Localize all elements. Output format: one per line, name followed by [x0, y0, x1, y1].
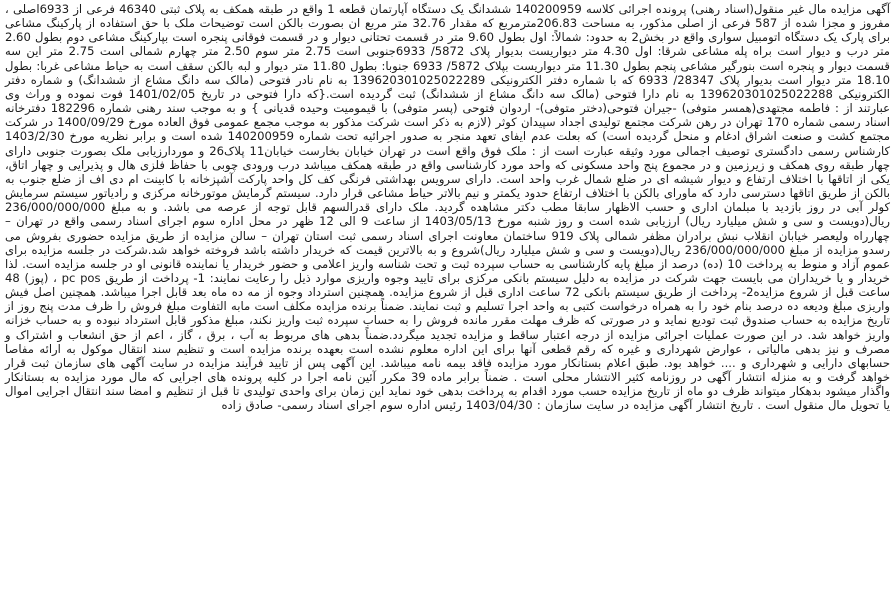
auction-notice-text: آگهی مزایده مال غیر منقول(اسناد رهنی) پرونده اجرائی کلاسه 140200959 ششدانگ یک دستگاه آپارتمان قطعه 1 واقع در طبقه همکف به پلاک ثبتی 46340 فرعی از 6933اصلی ، مفروز و مجزا شده از 587 فرعی از اصلی مذکور، به مساحت 206.83مترمربع که مقدار 32.76 متر مربع ان بصورت بالکن است توضیحات ملک با حق استفاده از پارکینگ مشاعی برای پارک یک دستگاه اتومبیل سواری واقع در بخش2 به حدود: شمالاً: اول بطول 9.60 متر در قسمت تحتانی دیوار و در قسمت فوقانی پنجره است بپارکینگ مشاعی دوم بطول 2.60 متر درب و دیوار است براه پله مشاعی شرقا: اول 4.30 متر دیواریست بدیوار پلاک 5872/ 6933جنوبی است 2.75 متر سوم 2.50 متر چهارم شمالی است 2.75 متر این سه قسمت دیوار و پنجره است بنورگیر مشاعی پنجم بطول 11.30 متر دیواریست بپلاک 5872/ 6933 جنوبا: بطول 11.80 متر دیوار و لبه بالکن سقف است به حیاط مشاعی غربا: بطول 18.10 متر دیوار است بدیوار پلاک 28347/ 6933 که با شماره دفتر الکترونیکی 139620301025022289 به نام نادر فتوحی (مالک سه دانگ مشاع از ششدانگ) و شماره دفتر الکترونیکی 139620301025022288 به نام دارا فتوحی (مالک سه دانگ مشاع از ششدانگ) ثبت گردیده است.{که دارا فتوحی در تاریخ 1401/02/05 فوت نموده و وراث وی عبارتند از : فاطمه مجتهدی(همسر متوفی) -جیران فتوحی(دختر متوفی)- اردوان فتوحی (پسر متوفی) با قیمومیت وحیده قدیانی } و به موجب سند رهنی شماره 182296 دفترخانه اسناد رسمی شماره 170 تهران در رهن شرکت مجتمع تولیدی اجداد سپیدان کوثر (لازم به ذکر است شرکت مذکور به موجب مجمع عمومی فوق العاده مورخ 1400/09/29 در شرکت مجتمع کشت و صنعت اشراق ادغام و منحل گردیده است) که بعلت عدم ایفای تعهد منجر به صدور اجرائیه تحت شماره 140200959 شده است و برابر نظریه مورخ 1403/2/30 کارشناس رسمی دادگستری توصیف اجمالی مورد وثیقه عبارت است از : ملک فوق واقع است در تهران خیابان بخارست خیابان11 پلاک26 و موردارزیابی ملک بصورت جنوبی دارای چهار طبقه روی همکف و زیرزمین و در مجموع پنج واحد مسکونی که واحد مورد کارشناسی واقع در طبقه همکف میباشد درب ورودی چوبی با حفاظ فلزی هال و پذیرایی و چهار اتاق، یکی از اتاقها با اختلاف ارتفاع و دیوار شیشه ای در ضلع شمال غرب واحد است. دارای سرویس بهداشتی فرنگی کف کل واحد پارکت آشپزخانه با کابینت ام دی اف از ضلع جنوب به بالکن از طریق اتاقها دسترسی دارد که ماورای بالکن با اختلاف ارتفاع حدود یکمتر و نیم بالاتر حیاط مشاعی قرار دارد. سیستم گرمایش موتورخانه مرکزی و رادیاتور سیستم سرمایش کولر آبی در روز بازدید با مبلمان اداری و حسب الاظهار سابقا مطب دکتر مشاهده گردید. ملک دارای قدرالسهم قابل توجه از عرصه می باشد. و به مبلغ 236/000/000/000 ریال(دویست و سی و شش میلیارد ریال) ارزیابی شده است و روز شنبه مورخ 1403/05/13 از ساعت 9 الی 12 ظهر در محل اداره سوم اجرای اسناد رسمی واقع در تهران – چهارراه ولیعصر خیابان انقلاب نبش برادران مظفر شمالی پلاک 919 ساختمان معاونت اجرای اسناد رسمی ثبت استان تهران – سالن مزایده از طریق مزایده حضوری بفروش می رسدو مزایده از مبلغ 236/000/000/000 ریال(دویست و سی و شش میلیارد ریال)شروع و به بالاترین قیمت که خریدار داشته باشد فروخته خواهد شد.شرکت در جلسه مزایده برای عموم آزاد و منوط به پرداخت 10 (ده) درصد از مبلغ پایه کارشناسی به حساب سپرده ثبت و تحت شناسه واریز اعلامی و حضور خریدار یا نماینده قانونی او در جلسه مزایده است. لذا خریدار و یا خریداران می بایست جهت شرکت در مزایده به دلیل سیستم بانکی مرکزی برای تایید وجوه واریزی موارد ذیل را رعایت نمایند: 1- پرداخت از طریق pc pos ، (پوز) 48 ساعت قبل از شروع مزایده2- پرداخت از طریق سیستم بانکی 72 ساعت اداری قبل از شروع مزایده. همچنین استرداد وجوه از مه ده ماه بعد قابل اجرا میباشد. همچنین اصل فیش واریزی مبلغ ودیعه ده درصد بنام خود را به همراه درخواست کتبی به واحد اجرا تسلیم و ثبت نمایند. ضمناً برنده مزایده مکلف است مابه التفاوت مبلغ فروش را ظرف مدت پنج روز از تاریخ مزایده به حساب صندوق ثبت تودیع نماید و در صورتی که ظرف مهلت مقرر مانده فروش را به حساب سپرده ثبت واریز نکند، مبلغ مذکور قابل استرداد نبوده و به حساب خزانه واریز خواهد شد. در این صورت عملیات اجرائی مزایده از درجه اعتبار ساقط و مزایده تجدید میگردد.ضمناً بدهی های مربوط به آب ، برق ، گاز ، اعم از حق انشعاب و اشتراک و مصرف و نیز بدهی مالیاتی ، عوارض شهرداری و غیره که رقم قطعی آنها برای این اداره معلوم نشده است بعهده برنده مزایده است و تنظیم سند انتقال موکول به ارائه مفاصا حسابهای دارایی و شهرداری و .... خواهد بود. طبق اعلام بستانکار مورد مزایده فاقد بیمه نامه میباشد. این آگهی پس از تایید فرآیند مزایده در سایت آگهی های سازمان ثبت قرار خواهد گرفت و به منزله انتشار آگهی در روزنامه کثیر الانتشار محلی است . ضمناً برابر ماده 39 مکرر آئین نامه اجرا در کلیه پرونده های اجرایی که مال مورد مزایده به بستانکار واگذار میشود بدهکار میتواند ظرف دو ماه از تاریخ مزایده حسب مورد اقدام به پرداخت بدهی خود نماید این زمان برای واحدی تولیدی تا قبل از تنظیم و امضا سند انتقال اجرایی اموال یا تحویل مال منقول است . تاریخ انتشار آگهی مزایده در سایت سازمان : 1403/04/30 رئیس اداره سوم اجرای اسناد رسمی- صادق زاده [5, 2, 891, 413]
